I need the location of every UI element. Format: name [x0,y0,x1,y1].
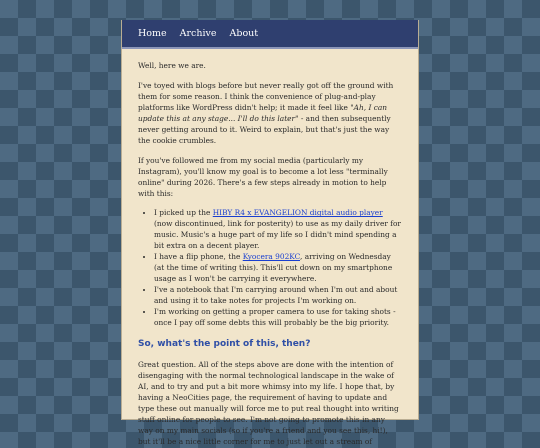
kyocera-phone-link[interactable]: Kyocera 902KC [242,252,300,262]
quote-text: "Ah, I can update this at any stage... I'll do this later" [138,102,388,123]
post-content [122,49,418,448]
steps-list [138,208,402,328]
list-item [154,252,402,285]
post-paragraph-point: Great question. All of the steps above are done with the intention of disengaging with the normal technological landscape in the wake of AI, and to try and put a bit more whimsy into my life. I hope that, by having a NeoCities page, the requirement of having to update and type these out manually will force me to put real thought into writing stuff online for people to see. I'm not going to promote this in any way on my main socials (so if you're a friend and you see this, hi!), but it'll be a nice little corner for me to just let out a stream of [138,360,399,446]
paragraph-text: I've toyed with blogs before but never really got off the ground with them for some reason. I think the convenience of plug-and-play platforms like WordPress didn't help; it made it feel like [138,80,394,112]
list-item-text: (now discontinued, link for posterity) to use as my daily driver for music. Music's a huge part of my life so I didn't mind spending a bit extra on a decent player. [154,219,401,251]
nav-link-about[interactable]: About [229,28,259,39]
post-paragraph-blogs [138,81,402,147]
top-nav [122,20,418,49]
post-paragraph-intro: Well, here we are. [138,61,206,70]
nav-link-home[interactable]: Home [138,28,167,39]
post-paragraph-goal: If you've followed me from my social media (particularly my Instagram), you'll know my goal is to become a lot less "terminally online" during 2026. There's a few steps already in motion to help with this: [138,155,388,198]
list-item [154,208,402,252]
paragraph-text: - and then subsequently never getting around to it. Weird to explain, but that's just the way the cookie crumbles. [138,113,391,145]
list-item-text: I have a flip phone, the [154,252,243,262]
list-item-text: I picked up the [154,208,213,218]
hiby-player-link[interactable]: HIBY R4 x EVANGELION digital audio player [212,208,383,218]
section-heading: So, what's the point of this, then? [138,338,311,349]
nav-link-archive[interactable]: Archive [179,28,217,39]
list-item: • I've a notebook that I'm carrying around when I'm out and about and using it to take notes for projects I'm working on. [154,285,402,307]
list-item: • I'm working on getting a proper camera to use for taking shots - once I pay off some debts this will probably be the big priority. [154,307,402,329]
list-item-text: , arriving on Wednesday (at the time of writing this). This'll cut down on my smartphone usage as I won't be carrying it everywhere. [154,252,393,284]
page-container [121,20,419,446]
